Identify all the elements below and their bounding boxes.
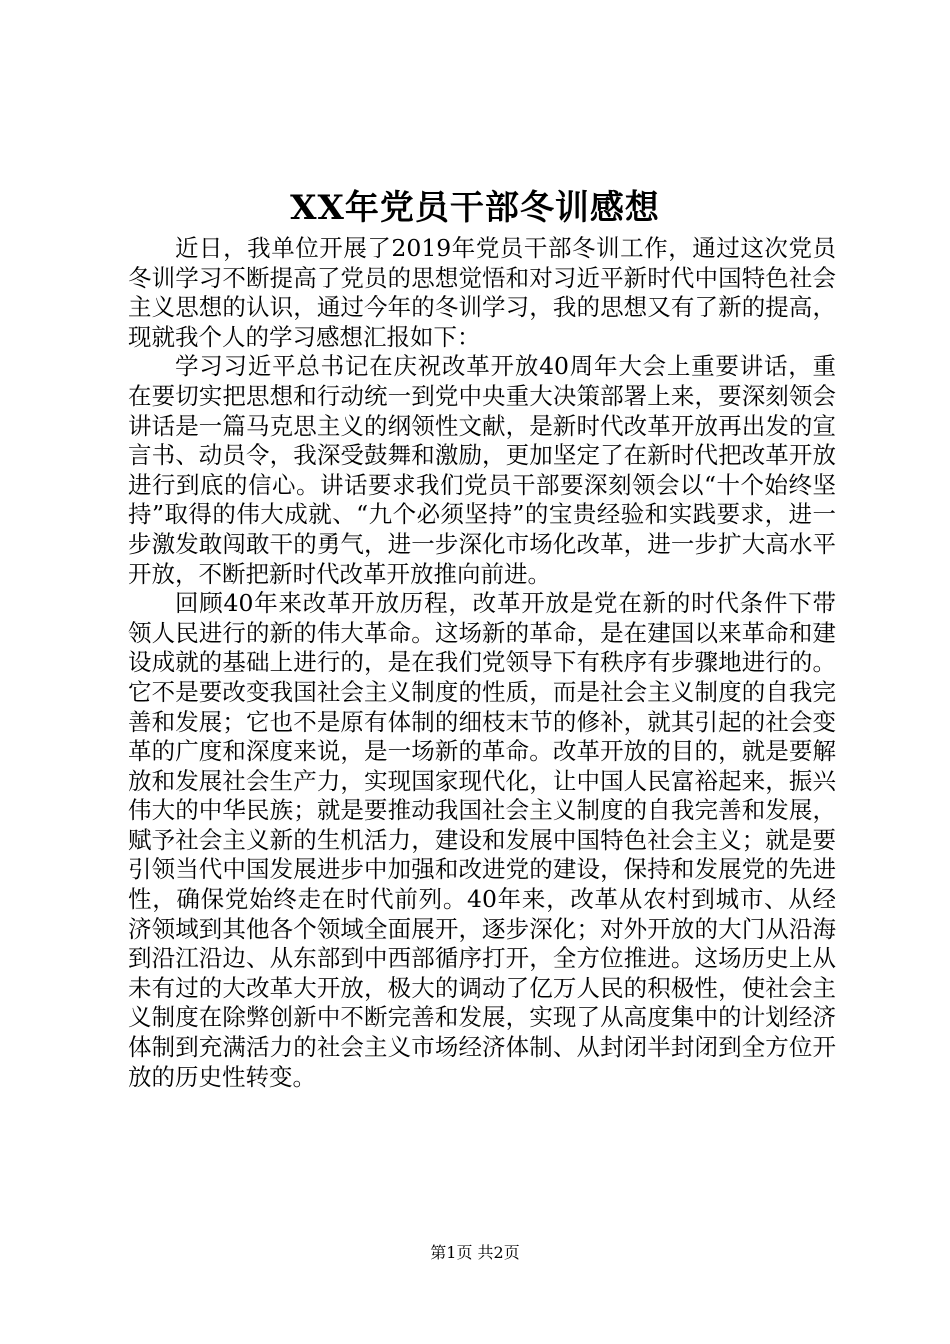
paragraph-speech-study: 学习习近平总书记在庆祝改革开放40周年大会上重要讲话，重在要切实把思想和行动统一到党中央重大决策部署上来，要深刻领会讲话是一篇马克思主义的纲领性文献，是新时代改革开放再出发的宣言书、动员令，我深受鼓舞和激励，更加坚定了在新时代把改革开放进行到底的信心。讲话要求我们党员干部要深刻领会以“十个始终坚持”取得的伟大成就、“九个必须坚持”的宝贵经验和实践要求，进一步激发敢闯敢干的勇气，进一步深化市场化改革，进一步扩大高水平开放，不断把新时代改革开放推向前进。 (128, 352, 836, 588)
paragraph-intro: 近日，我单位开展了2019年党员干部冬训工作，通过这次党员冬训学习不断提高了党员的思想觉悟和对习近平新时代中国特色社会主义思想的认识，通过今年的冬训学习，我的思想又有了新的提高，现就我个人的学习感想汇报如下： (128, 234, 836, 351)
document-body (128, 234, 836, 1092)
paragraph-reform-review: 回顾40年来改革开放历程，改革开放是党在新的时代条件下带领人民进行的新的伟大革命。这场新的革命，是在建国以来革命和建设成就的基础上进行的，是在我们党领导下有秩序有步骤地进行的。它不是要改变我国社会主义制度的性质，而是社会主义制度的自我完善和发展；它也不是原有体制的细枝末节的修补，就其引起的社会变革的广度和深度来说，是一场新的革命。改革开放的目的，就是要解放和发展社会生产力，实现国家现代化，让中国人民富裕起来，振兴伟大的中华民族；就是要推动我国社会主义制度的自我完善和发展，赋予社会主义新的生机活力，建设和发展中国特色社会主义；就是要引领当代中国发展进步中加强和改进党的建设，保持和发展党的先进性，确保党始终走在时代前列。40年来，改革从农村到城市、从经济领域到其他各个领域全面展开，逐步深化；对外开放的大门从沿海到沿江沿边、从东部到中西部循序打开，全方位推进。这场历史上从未有过的大改革大开放，极大的调动了亿万人民的积极性，使社会主义制度在除弊创新中不断完善和发展，实现了从高度集中的计划经济体制到充满活力的社会主义市场经济体制、从封闭半封闭到全方位开放的历史性转变。 (128, 589, 836, 1091)
document-title: XX年党员干部冬训感想 (290, 188, 660, 228)
page-number-footer: 第1页 共2页 (430, 1243, 520, 1262)
